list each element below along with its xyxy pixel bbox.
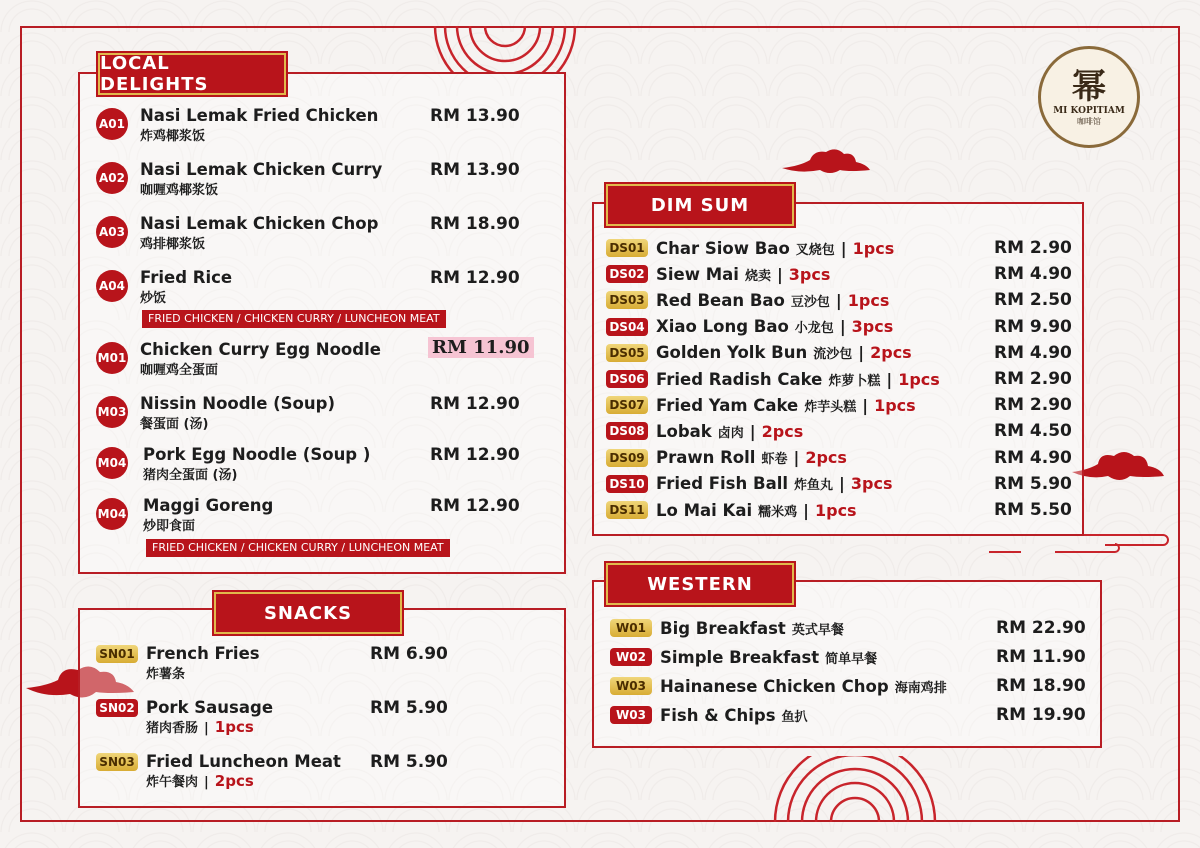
item-name: French Fries bbox=[146, 644, 260, 663]
item-chinese-name: 炸鸡椰浆饭 bbox=[140, 129, 206, 144]
item-name: Fish & Chips bbox=[660, 705, 776, 725]
item-chinese-name: 猪肉全蛋面 (汤) bbox=[143, 468, 238, 483]
item-name: Fried Yam Cake bbox=[656, 395, 799, 415]
item-code-badge: DS02 bbox=[606, 265, 648, 283]
item-name: Char Siow Bao bbox=[656, 238, 790, 258]
item-code-badge: M03 bbox=[96, 396, 128, 428]
item-chinese-name: 海南鸡排 bbox=[894, 680, 947, 696]
item-code-badge: DS06 bbox=[606, 370, 648, 388]
item-code-badge: DS08 bbox=[606, 422, 648, 440]
item-chinese-row bbox=[146, 771, 341, 790]
item-price: RM 4.50 bbox=[994, 421, 1072, 442]
item-name: Xiao Long Bao bbox=[656, 317, 789, 337]
separator: | bbox=[886, 369, 893, 389]
separator: | bbox=[839, 474, 845, 494]
separator: | bbox=[862, 395, 869, 415]
item-code-badge: W01 bbox=[610, 619, 652, 637]
option-tag: FRIED CHICKEN / CHICKEN CURRY / LUNCHEON MEAT bbox=[142, 310, 446, 328]
item-code-badge: DS07 bbox=[606, 396, 648, 414]
item-name: Siew Mai bbox=[656, 264, 739, 284]
item-price: RM 12.90 bbox=[430, 496, 520, 516]
menu-item bbox=[660, 647, 877, 667]
item-chinese-name: 鸡排椰浆饭 bbox=[140, 237, 206, 252]
dim-sum-title: DIM SUM bbox=[606, 184, 794, 226]
item-code-badge: M04 bbox=[96, 498, 128, 530]
item-name: Pork Sausage bbox=[146, 698, 274, 717]
item-quantity: 2pcs bbox=[870, 343, 912, 363]
item-price: RM 19.90 bbox=[996, 705, 1086, 725]
item-quantity: 3pcs bbox=[850, 474, 893, 494]
menu-item bbox=[656, 317, 893, 337]
item-code-badge: M04 bbox=[96, 447, 128, 479]
item-name: Prawn Roll bbox=[656, 448, 756, 468]
item-price: RM 13.90 bbox=[430, 106, 520, 126]
menu-item bbox=[143, 445, 370, 483]
menu-item bbox=[140, 106, 378, 144]
menu-item bbox=[146, 698, 273, 736]
item-quantity: 3pcs bbox=[851, 317, 894, 337]
separator: | bbox=[835, 290, 842, 310]
item-price: RM 5.90 bbox=[994, 473, 1072, 494]
item-price: RM 12.90 bbox=[430, 445, 520, 465]
item-name: Fried Fish Ball bbox=[656, 474, 789, 494]
item-quantity: 2pcs bbox=[805, 448, 847, 468]
item-code-badge: DS03 bbox=[606, 291, 648, 309]
local-delights-title: LOCAL DELIGHTS bbox=[98, 53, 286, 95]
item-name: Lobak bbox=[656, 421, 712, 441]
menu-item bbox=[140, 268, 232, 306]
item-chinese-name: 烧卖 bbox=[744, 268, 771, 284]
item-price: RM 4.90 bbox=[994, 342, 1072, 363]
item-chinese-name: 炒饭 bbox=[140, 291, 167, 306]
item-chinese-name: 豆沙包 bbox=[790, 294, 830, 310]
item-code-badge: DS09 bbox=[606, 449, 648, 467]
menu-item bbox=[656, 343, 912, 363]
logo-cn: 咖啡馆 bbox=[1077, 116, 1101, 126]
item-quantity: 1pcs bbox=[874, 395, 916, 415]
logo-name: MI KOPITIAM bbox=[1053, 105, 1125, 116]
cloud-icon bbox=[1070, 448, 1166, 488]
item-price: RM 4.90 bbox=[994, 447, 1072, 468]
item-chinese-name: 炸薯条 bbox=[146, 667, 186, 682]
item-chinese-name: 炸鱼丸 bbox=[794, 478, 834, 494]
item-price: RM 18.90 bbox=[430, 214, 520, 234]
item-code-badge: W03 bbox=[610, 706, 652, 724]
item-chinese-name: 猪肉香肠 bbox=[146, 721, 199, 736]
separator: | bbox=[839, 317, 846, 337]
item-price: RM 2.90 bbox=[994, 369, 1072, 389]
item-chinese-name: 咖喱鸡椰浆饭 bbox=[140, 183, 219, 198]
item-price: RM 22.90 bbox=[996, 618, 1086, 638]
separator: | bbox=[204, 775, 209, 790]
item-code-badge: DS11 bbox=[606, 501, 648, 519]
separator: | bbox=[793, 448, 800, 468]
item-name: Hainanese Chicken Chop bbox=[660, 676, 889, 696]
separator: | bbox=[858, 343, 865, 363]
item-price: RM 11.90 bbox=[428, 337, 534, 358]
item-name: Pork Egg Noodle (Soup ) bbox=[143, 445, 371, 464]
menu-item bbox=[656, 421, 803, 441]
item-name: Fried Luncheon Meat bbox=[146, 752, 341, 771]
item-chinese-name: 卤肉 bbox=[717, 425, 744, 441]
menu-item bbox=[656, 369, 940, 389]
menu-item bbox=[656, 395, 916, 415]
item-code-badge: SN02 bbox=[96, 699, 138, 717]
item-quantity: 2pcs bbox=[761, 421, 804, 441]
menu-item bbox=[146, 752, 341, 790]
item-chinese-name: 咖喱鸡全蛋面 bbox=[140, 363, 219, 378]
menu-item bbox=[656, 238, 894, 258]
item-name: Nasi Lemak Fried Chicken bbox=[140, 106, 379, 125]
item-quantity: 1pcs bbox=[898, 369, 940, 389]
item-code-badge: DS04 bbox=[606, 318, 648, 336]
item-quantity: 1pcs bbox=[852, 238, 895, 258]
item-chinese-name: 炸芋头糕 bbox=[804, 399, 857, 415]
item-quantity: 2pcs bbox=[214, 772, 254, 790]
item-name: Fried Rice bbox=[140, 268, 233, 287]
item-chinese-name: 炸午餐肉 bbox=[146, 775, 199, 790]
item-quantity: 1pcs bbox=[814, 500, 857, 520]
item-chinese-name: 炒即食面 bbox=[143, 519, 196, 534]
item-name: Lo Mai Kai bbox=[656, 500, 753, 520]
wave-pattern-top bbox=[430, 26, 580, 74]
item-code-badge: A01 bbox=[96, 108, 128, 140]
menu-item bbox=[656, 290, 889, 310]
item-quantity: 3pcs bbox=[788, 264, 831, 284]
item-price: RM 4.90 bbox=[994, 264, 1072, 285]
item-price: RM 5.90 bbox=[370, 752, 448, 772]
item-price: RM 18.90 bbox=[996, 676, 1086, 696]
item-price: RM 5.90 bbox=[370, 698, 448, 718]
separator: | bbox=[204, 721, 209, 736]
menu-item bbox=[143, 496, 273, 534]
item-code-badge: DS05 bbox=[606, 344, 648, 362]
item-name: Maggi Goreng bbox=[143, 496, 274, 515]
item-code-badge: A03 bbox=[96, 216, 128, 248]
menu-item bbox=[656, 500, 857, 520]
item-name: Fried Radish Cake bbox=[656, 369, 823, 389]
item-code-badge: A02 bbox=[96, 162, 128, 194]
menu-item bbox=[140, 340, 381, 378]
menu-item bbox=[140, 394, 335, 432]
item-chinese-row bbox=[146, 663, 260, 682]
item-chinese-name: 英式早餐 bbox=[791, 622, 844, 638]
item-price: RM 6.90 bbox=[370, 644, 448, 664]
item-chinese-name: 流沙包 bbox=[813, 347, 853, 363]
item-quantity: 1pcs bbox=[214, 718, 254, 736]
item-code-badge: SN03 bbox=[96, 753, 138, 771]
item-chinese-name: 糯米鸡 bbox=[758, 504, 798, 520]
item-name: Nissin Noodle (Soup) bbox=[140, 394, 335, 413]
separator: | bbox=[749, 421, 756, 441]
menu-item bbox=[656, 448, 847, 468]
item-chinese-name: 餐蛋面 (汤) bbox=[140, 417, 209, 432]
item-name: Golden Yolk Bun bbox=[656, 343, 808, 363]
cloud-icon bbox=[780, 146, 872, 178]
item-price: RM 12.90 bbox=[430, 268, 520, 288]
item-code-badge: W02 bbox=[610, 648, 652, 666]
western-title: WESTERN bbox=[606, 563, 794, 605]
item-code-badge: DS01 bbox=[606, 239, 648, 257]
snacks-title: SNACKS bbox=[214, 592, 402, 634]
item-price: RM 13.90 bbox=[430, 160, 520, 180]
item-chinese-row bbox=[146, 717, 273, 736]
menu-item bbox=[140, 160, 382, 198]
item-code-badge: DS10 bbox=[606, 475, 648, 493]
option-tag: FRIED CHICKEN / CHICKEN CURRY / LUNCHEON MEAT bbox=[146, 539, 450, 557]
wave-pattern-bottom bbox=[770, 756, 940, 822]
item-code-badge: M01 bbox=[96, 342, 128, 374]
menu-item bbox=[660, 705, 808, 725]
item-chinese-name: 炸萝卜糕 bbox=[828, 373, 881, 389]
menu-item bbox=[660, 618, 844, 638]
item-name: Chicken Curry Egg Noodle bbox=[140, 340, 381, 359]
item-price: RM 12.90 bbox=[430, 394, 520, 414]
item-name: Big Breakfast bbox=[660, 618, 786, 638]
item-price: RM 9.90 bbox=[994, 316, 1072, 337]
item-name: Nasi Lemak Chicken Curry bbox=[140, 160, 383, 179]
item-chinese-name: 简单早餐 bbox=[825, 651, 878, 667]
item-code-badge: W03 bbox=[610, 677, 652, 695]
separator: | bbox=[803, 500, 809, 520]
menu-item bbox=[660, 676, 947, 696]
item-price: RM 5.50 bbox=[994, 500, 1072, 520]
item-name: Nasi Lemak Chicken Chop bbox=[140, 214, 379, 233]
item-price: RM 11.90 bbox=[996, 647, 1086, 667]
logo bbox=[1038, 46, 1140, 148]
separator: | bbox=[776, 264, 783, 284]
logo-glyph: 幂 bbox=[1072, 66, 1106, 107]
item-chinese-name: 叉烧包 bbox=[795, 242, 835, 258]
item-price: RM 2.90 bbox=[994, 238, 1072, 258]
menu-item bbox=[656, 474, 892, 494]
item-quantity: 1pcs bbox=[847, 290, 890, 310]
menu-item bbox=[656, 264, 830, 284]
item-chinese-name: 鱼扒 bbox=[781, 709, 808, 725]
item-code-badge: SN01 bbox=[96, 645, 138, 663]
item-chinese-name: 虾卷 bbox=[761, 452, 788, 468]
item-chinese-name: 小龙包 bbox=[794, 321, 834, 337]
item-price: RM 2.50 bbox=[994, 290, 1072, 311]
menu-item bbox=[140, 214, 378, 252]
item-code-badge: A04 bbox=[96, 270, 128, 302]
separator: | bbox=[840, 238, 847, 258]
item-price: RM 2.90 bbox=[994, 395, 1072, 416]
item-name: Simple Breakfast bbox=[660, 647, 820, 667]
menu-item bbox=[146, 644, 260, 682]
item-name: Red Bean Bao bbox=[656, 290, 785, 310]
